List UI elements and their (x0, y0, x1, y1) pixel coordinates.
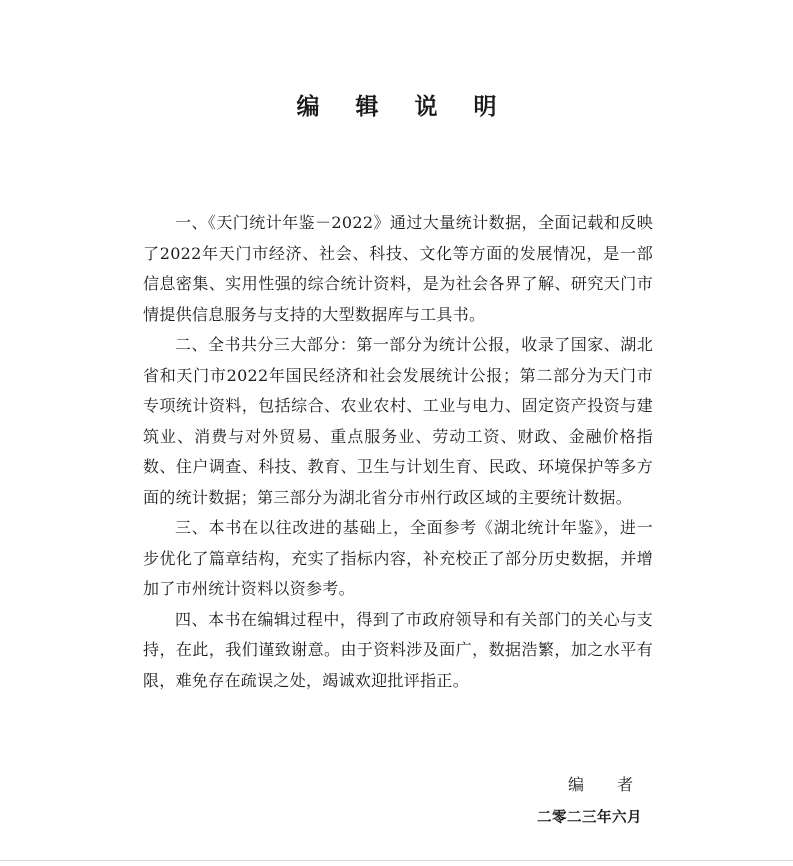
document-body (143, 208, 653, 696)
paragraph-3: 三、本书在以往改进的基础上，全面参考《湖北统计年鉴》，进一步优化了篇章结构，充实了指标内容，补充校正了部分历史数据，并增加了市州统计资料以资参考。 (143, 518, 653, 598)
signature-editor: 编 者 (568, 775, 648, 794)
signature-date: 二零二三年六月 (537, 810, 642, 826)
paragraph-4: 四、本书在编辑过程中，得到了市政府领导和有关部门的关心与支持，在此，我们谨致谢意。由于资料涉及面广，数据浩繁，加之水平有限，难免存在疏误之处，竭诚欢迎批评指正。 (143, 609, 653, 690)
paragraph-2: 二、全书共分三大部分：第一部分为统计公报，收录了国家、湖北省和天门市2022年国民经济和社会发展统计公报；第二部分为天门市专项统计资料，包括综合、农业农村、工业与电力、固定资产投资与建筑业、消费与对外贸易、重点服务业、劳动工资、财政、金融价格指数、住户调查、科技、教育、卫生与计划生育、民政、环境保护等多方面的统计数据；第三部分为湖北省分市州行政区域的主要统计数据。 (143, 335, 653, 507)
page-bottom-divider (0, 860, 793, 861)
paragraph-1: 一、《天门统计年鉴－2022》通过大量统计数据，全面记载和反映了2022年天门市经济、社会、科技、文化等方面的发展情况，是一部信息密集、实用性强的综合统计资料，是为社会各界了解、研究天门市情提供信息服务与支持的大型数据库与工具书。 (143, 213, 653, 324)
page-title: 编 辑 说 明 (296, 94, 511, 120)
